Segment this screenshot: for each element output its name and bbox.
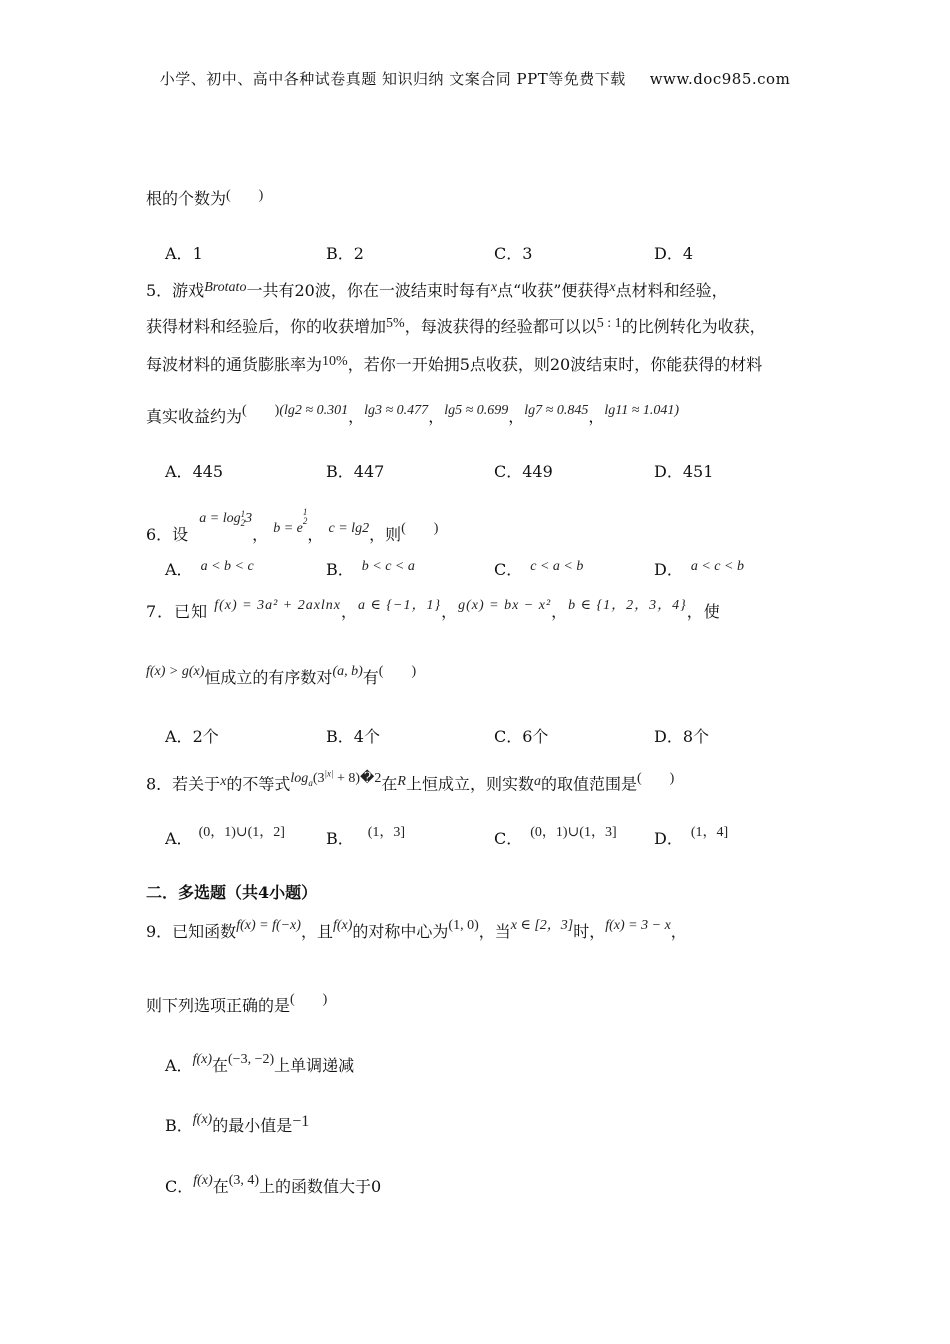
- q5-line-3: 每波材料的通货膨胀率为10%，若你一开始拥5点收获，则20波结束时，你能获得的材料: [146, 354, 763, 374]
- option-a[interactable]: A．445: [165, 462, 224, 481]
- q5-line-1: 5．游戏Brotato一共有20波，你在一波结束时每有x点“收获”便获得x点材料和经验，: [146, 280, 728, 300]
- answer-paren: ( ): [290, 992, 328, 1007]
- q5-line-4: 真实收益约为( )(lg2 ≈ 0.301，lg3 ≈ 0.477，lg5 ≈ 0.699，lg7 ≈ 0.845，lg11 ≈ 1.041): [146, 403, 680, 426]
- option-a[interactable]: A． a < b < c: [165, 559, 254, 579]
- option-b[interactable]: B． b < c < a: [326, 559, 415, 579]
- q5-line-2: 获得材料和经验后，你的收获增加5%，每波获得的经验都可以以5 : 1的比例转化为收获，: [146, 316, 766, 336]
- option-c[interactable]: C．449: [494, 462, 553, 481]
- q9-option-a[interactable]: A．f(x)在(−3, −2)上单调递减: [165, 1052, 355, 1075]
- header-text: 小学、初中、高中各种试卷真题 知识归纳 文案合同 PPT等免费下载: [159, 70, 626, 88]
- option-b[interactable]: B．2: [326, 244, 364, 263]
- option-c[interactable]: C． c < a < b: [494, 559, 584, 579]
- q9-line-2: 则下列选项正确的是( ): [146, 992, 328, 1015]
- option-b[interactable]: B． (1，3]: [326, 825, 406, 848]
- option-d[interactable]: D．451: [654, 462, 714, 481]
- q6-line: 6．设 a = log1 23， b = e1 2， c = lg2，则( ): [146, 507, 439, 544]
- answer-paren: ( ): [378, 664, 417, 679]
- section-title: 二．多选题（共4小题）: [146, 883, 318, 902]
- option-a[interactable]: A．1: [165, 244, 203, 263]
- option-c[interactable]: C．6个: [494, 727, 549, 746]
- option-d[interactable]: D． (1，4]: [654, 825, 729, 848]
- q4-tail-line: 根的个数为( ): [146, 188, 264, 208]
- option-a[interactable]: A．2个: [165, 727, 219, 746]
- answer-paren: ( ): [226, 188, 264, 203]
- answer-paren: ( ): [401, 521, 439, 536]
- q9-option-b[interactable]: B．f(x)的最小值是−1: [165, 1112, 310, 1135]
- option-d[interactable]: D．8个: [654, 727, 710, 746]
- option-d[interactable]: D． a < c < b: [654, 559, 744, 579]
- q9-option-c[interactable]: C．f(x)在(3, 4)上的函数值大于0: [165, 1173, 382, 1196]
- q9-line-1: 9．已知函数f(x) = f(−x)，且f(x)的对称中心为(1, 0)，当x ∈ [2，3]时，f(x) = 3 − x，: [146, 918, 687, 941]
- q7-line-2: f(x) > g(x)恒成立的有序数对(a, b)有( ): [146, 664, 417, 687]
- page-header: [0, 68, 950, 89]
- answer-paren: ( ): [636, 770, 675, 786]
- option-b[interactable]: B．447: [326, 462, 385, 481]
- option-b[interactable]: B．4个: [326, 727, 380, 746]
- q8-line: 8．若关于x的不等式$\log_a(3^{|x|}$ + 8)�2在R上恒成立，则实数a的取值范围是( ): [146, 768, 675, 794]
- option-c[interactable]: C． (0，1)∪(1，3]: [494, 825, 617, 848]
- header-site-link[interactable]: www.doc985.com: [649, 70, 791, 88]
- answer-paren: ( ): [242, 403, 280, 418]
- option-c[interactable]: C．3: [494, 244, 533, 263]
- option-a[interactable]: A． (0，1)∪(1，2]: [165, 825, 285, 848]
- q7-line-1: 7．已知 f(x) = 3a² + 2axlnx，a ∈ {−1，1}，g(x) = bx − x²，b ∈ {1，2，3，4}，使: [146, 598, 721, 621]
- option-d[interactable]: D．4: [654, 244, 694, 263]
